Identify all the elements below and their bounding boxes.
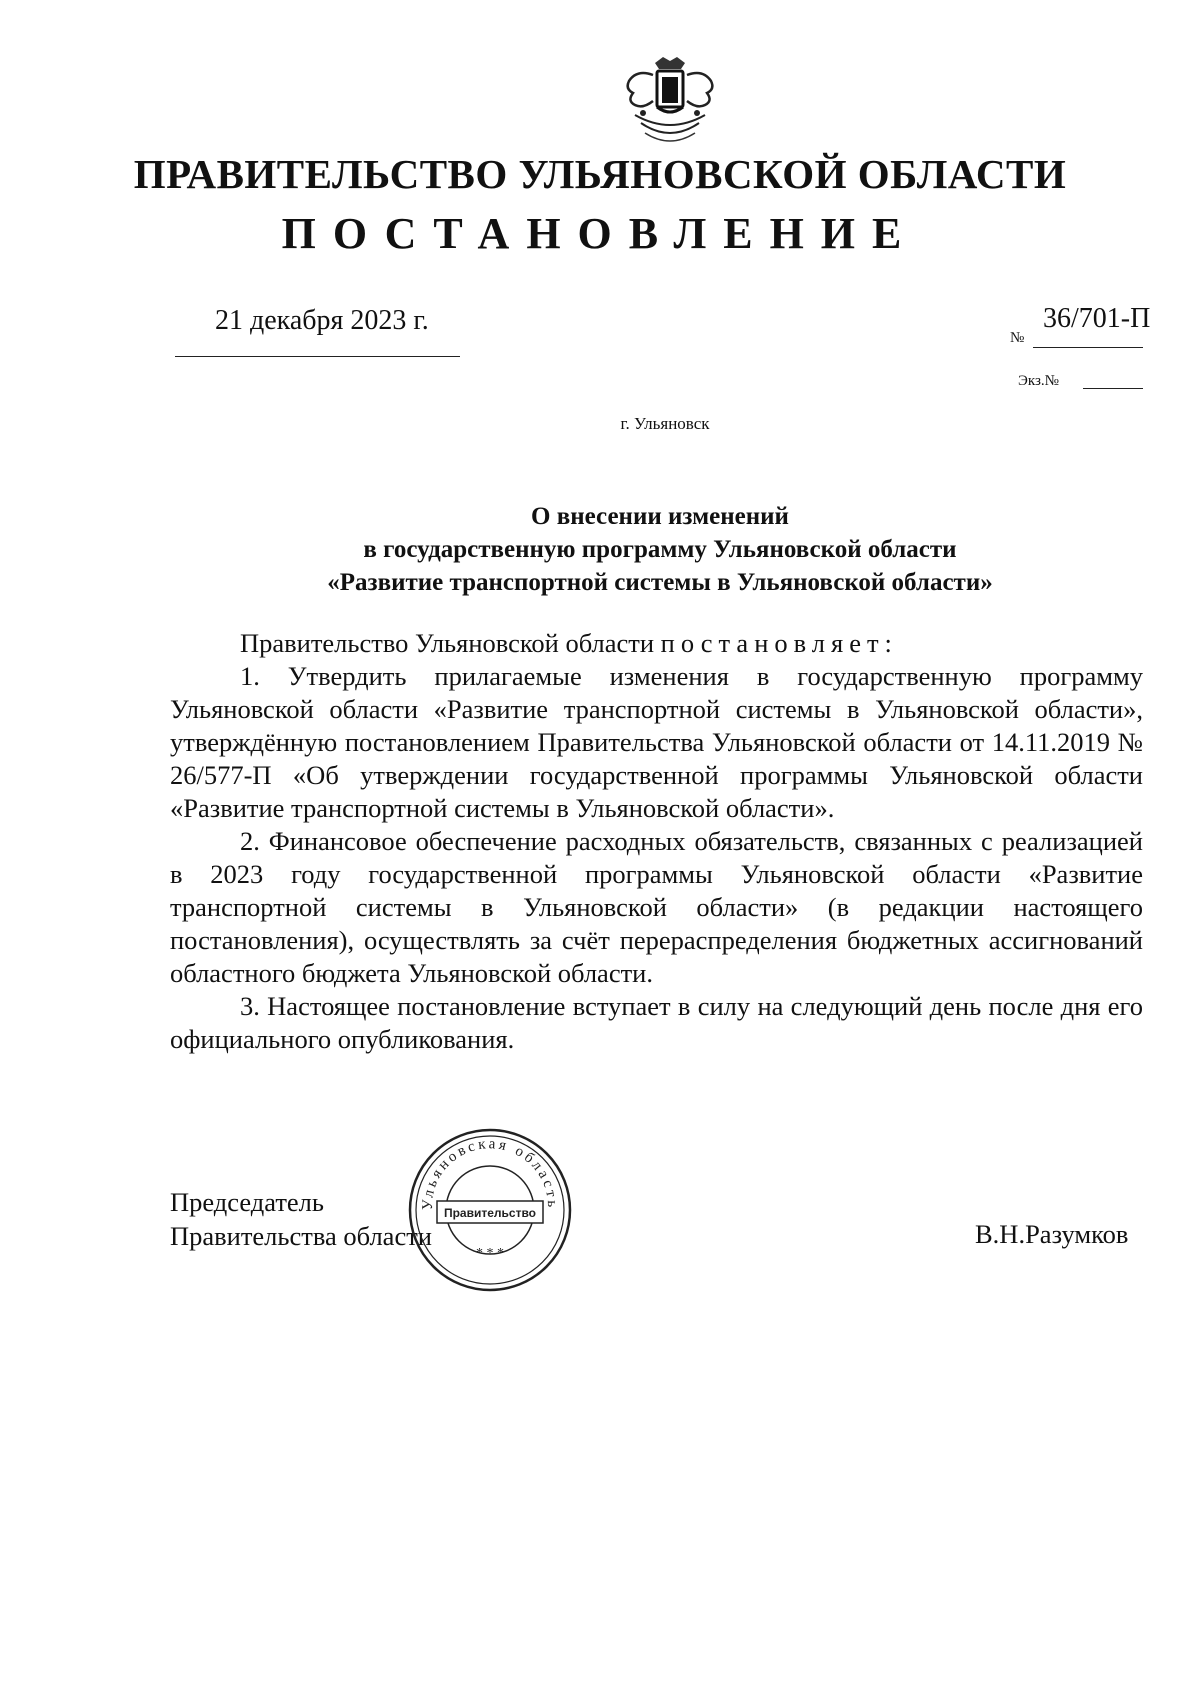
document-type: ПОСТАНОВЛЕНИЕ bbox=[281, 209, 919, 258]
coat-of-arms-icon bbox=[615, 55, 725, 150]
title-line-3: «Развитие транспортной системы в Ульяновской области» bbox=[327, 569, 993, 596]
copy-number-underline bbox=[1083, 388, 1143, 389]
lead-resolves: постановляет: bbox=[660, 628, 898, 658]
svg-text:* * *: * * * bbox=[476, 1246, 504, 1261]
signer-name: В.Н.Разумков bbox=[975, 1219, 1129, 1249]
issue-city: г. Ульяновск bbox=[620, 414, 710, 433]
signer-position-line-2: Правительства области bbox=[170, 1221, 432, 1251]
signer-position bbox=[170, 1185, 432, 1253]
svg-text:Ульяновская область: Ульяновская область bbox=[419, 1136, 561, 1211]
document-title bbox=[0, 500, 1200, 599]
government-name: ПРАВИТЕЛЬСТВО УЛЬЯНОВСКОЙ ОБЛАСТИ bbox=[133, 151, 1067, 197]
copy-number-label: Экз.№ bbox=[1018, 373, 1059, 389]
document-number: 36/701-П bbox=[1043, 303, 1151, 334]
paragraph-1: 1. Утвердить прилагаемые изменения в государственную программу Ульяновской области «Развитие транспортной системы в Ульяновской области», утверждённую постановлением Правительства Ульяновской области от 14.11.2019 № 26/577-П «Об утверждении государственной программы Ульяновской области «Развитие транспортной системы в Ульяновской области». bbox=[170, 661, 1143, 823]
paragraph-2: 2. Финансовое обеспечение расходных обязательств, связанных с реализацией в 2023 году государственной программы Ульяновской области «Развитие транспортной системы в Ульяновской области» (в редакции настоящего постановления), осуществлять за счёт перераспределения бюджетных ассигнований областного бюджета Ульяновской области. bbox=[170, 826, 1143, 988]
number-label: № bbox=[1010, 330, 1025, 346]
title-line-2: в государственную программу Ульяновской области bbox=[363, 536, 957, 563]
lead-prefix: Правительство Ульяновской области bbox=[240, 628, 661, 658]
signer-position-line-1: Председатель bbox=[170, 1187, 324, 1217]
date-underline bbox=[175, 356, 460, 357]
official-seal-icon bbox=[405, 1125, 575, 1295]
seal-center-text: Правительство bbox=[443, 1206, 537, 1220]
title-line-1: О внесении изменений bbox=[531, 503, 789, 530]
number-underline bbox=[1033, 347, 1143, 348]
document-body bbox=[170, 627, 1143, 1056]
document-date: 21 декабря 2023 г. bbox=[215, 305, 429, 336]
resolution-lead bbox=[170, 627, 1143, 660]
paragraph-3: 3. Настоящее постановление вступает в силу на следующий день после дня его официального опубликования. bbox=[170, 991, 1143, 1054]
